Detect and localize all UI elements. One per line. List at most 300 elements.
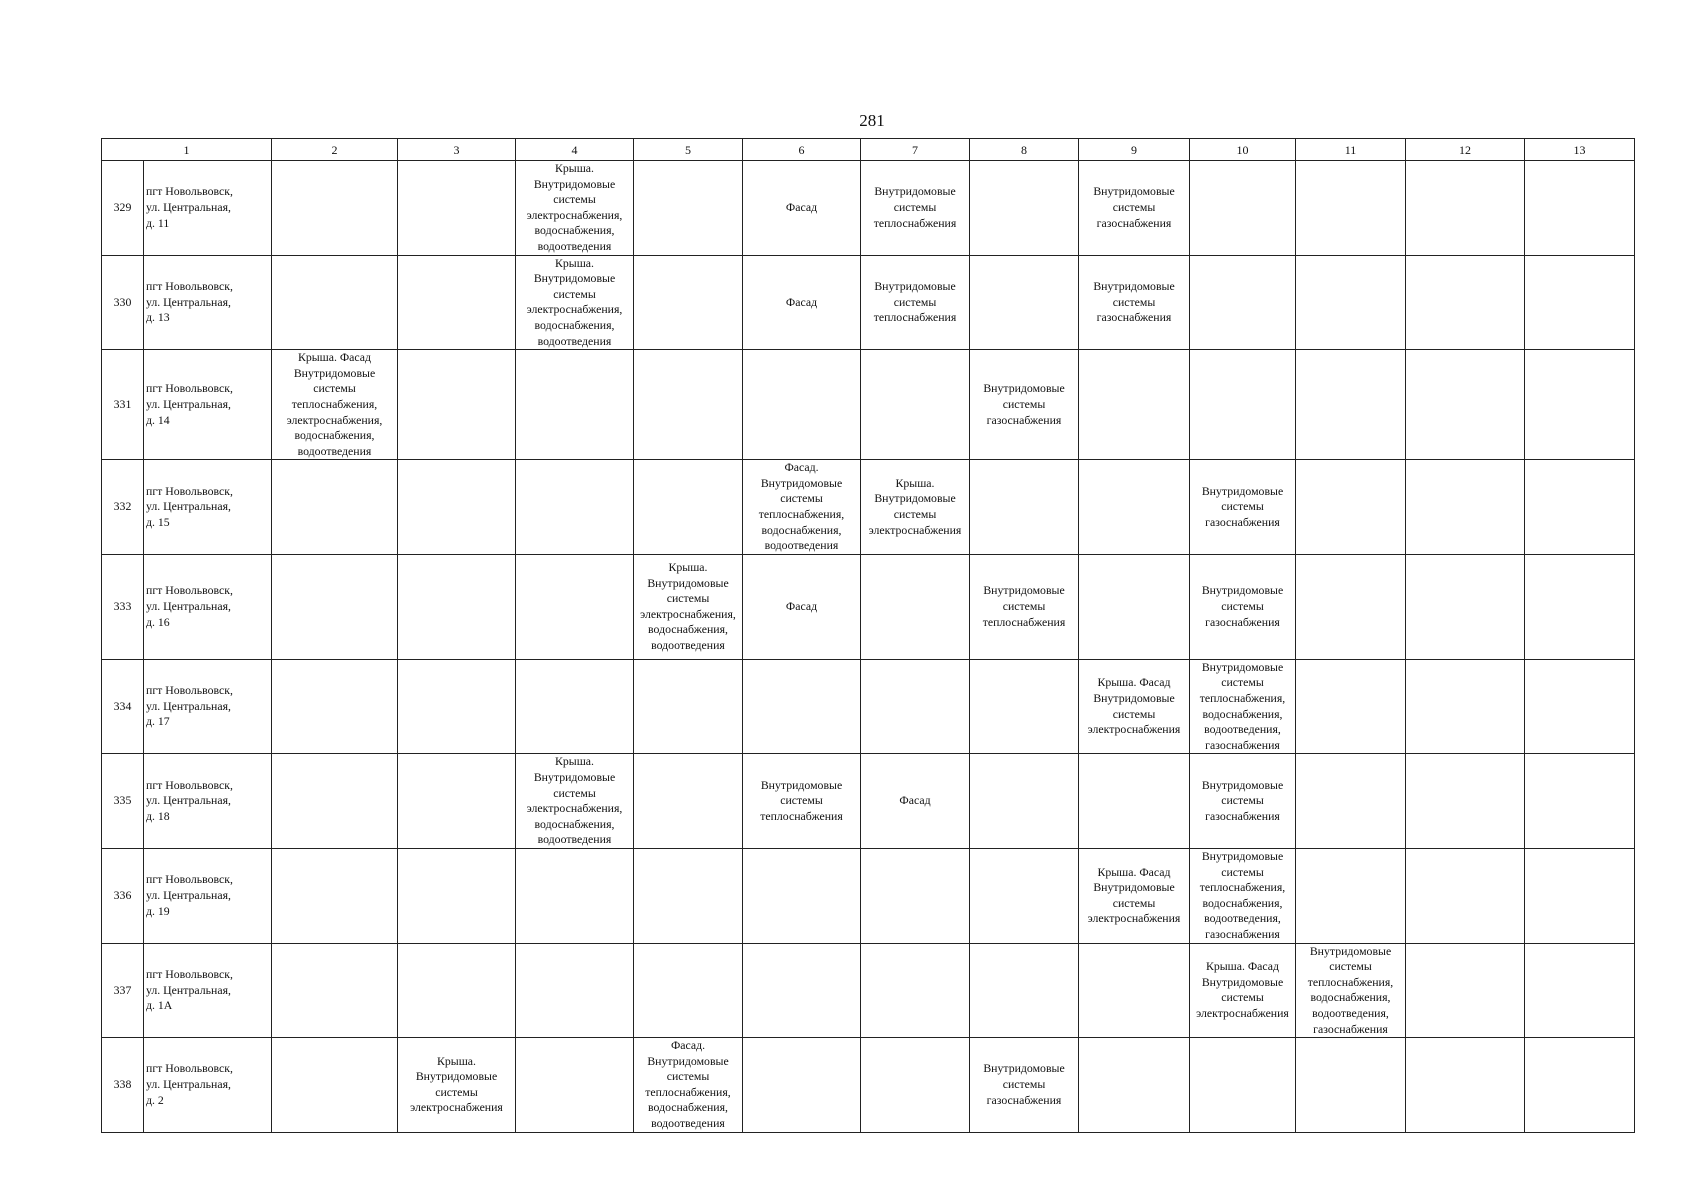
table-row <box>102 1038 1635 1133</box>
address-line: ул. Центральная, <box>146 698 231 713</box>
address-line: ул. Центральная, <box>146 499 231 514</box>
work-cell-col-9 <box>1079 943 1190 1038</box>
work-line: газоснабжения <box>986 412 1062 427</box>
work-cell-col-11 <box>1296 255 1406 350</box>
work-line: системы <box>1221 675 1264 690</box>
work-line: водоснабжения, <box>1310 990 1391 1005</box>
work-line: водоотведения <box>651 1116 725 1131</box>
work-line: системы <box>553 192 596 207</box>
address-cell <box>144 161 272 256</box>
work-cell-col-9 <box>1079 350 1190 460</box>
work-line: газоснабжения <box>1313 1021 1388 1036</box>
work-line: Внутридомовые <box>647 575 729 590</box>
work-line: газоснабжения <box>986 1092 1062 1107</box>
work-cell-col-7 <box>861 161 970 256</box>
work-line: Внутридомовые <box>533 176 616 191</box>
work-line: системы <box>1221 793 1264 808</box>
work-line: Крыша. Фасад <box>1097 864 1171 879</box>
work-line: теплоснабжения <box>873 310 957 325</box>
work-line: системы <box>1112 706 1156 721</box>
work-cell-col-12 <box>1406 350 1525 460</box>
work-line: водоотведения <box>537 832 612 847</box>
address-line: ул. Центральная, <box>146 887 231 902</box>
work-cell-col-2 <box>272 1038 398 1133</box>
address-line: ул. Центральная, <box>146 199 231 214</box>
header-cell: 3 <box>398 139 516 161</box>
row-number: 330 <box>102 255 144 350</box>
address-cell <box>144 754 272 849</box>
work-line: Внутридомовые <box>1093 278 1175 293</box>
work-cell-col-4 <box>516 350 634 460</box>
work-cell-col-13 <box>1525 554 1635 659</box>
header-cell: 1 <box>102 139 272 161</box>
work-line: теплоснабжения, <box>1199 880 1286 895</box>
work-cell-col-10 <box>1190 943 1296 1038</box>
work-line: газоснабжения <box>1205 808 1280 823</box>
row-number: 332 <box>102 460 144 555</box>
work-cell-col-6 <box>743 255 861 350</box>
work-line: электроснабжения <box>1087 911 1181 926</box>
work-cell-col-4 <box>516 1038 634 1133</box>
work-line: водоотведения <box>764 538 839 553</box>
work-cell-col-3 <box>398 161 516 256</box>
work-cell-col-9 <box>1079 161 1190 256</box>
work-cell-col-9 <box>1079 1038 1190 1133</box>
work-cell-col-4 <box>516 848 634 943</box>
work-line: Внутридомовые <box>293 365 376 380</box>
work-line: теплоснабжения <box>982 614 1066 629</box>
work-cell-col-13 <box>1525 1038 1635 1133</box>
header-cell: 7 <box>861 139 970 161</box>
row-number: 336 <box>102 848 144 943</box>
work-line: водоснабжения, <box>648 1100 728 1115</box>
address-line: пгт Новольвовск, <box>146 777 233 792</box>
work-cell-col-9 <box>1079 659 1190 754</box>
work-cell-col-8 <box>970 255 1079 350</box>
work-line: водоотведения <box>297 443 372 458</box>
address-line: пгт Новольвовск, <box>146 483 233 498</box>
work-line: системы <box>1221 499 1264 514</box>
work-cell-col-8 <box>970 460 1079 555</box>
work-cell-col-6 <box>743 754 861 849</box>
work-line: Внутридомовые <box>983 381 1065 396</box>
work-cell-col-10 <box>1190 460 1296 555</box>
row-number: 331 <box>102 350 144 460</box>
work-cell-col-7 <box>861 943 970 1038</box>
address-line: д. 19 <box>146 903 170 918</box>
table-row <box>102 161 1635 256</box>
work-cell-col-7 <box>861 848 970 943</box>
work-line: Внутридомовые <box>983 583 1065 598</box>
work-line: Внутридомовые <box>1201 659 1284 674</box>
work-line: газоснабжения <box>1205 926 1280 941</box>
work-line: Крыша. Фасад <box>297 350 372 365</box>
work-cell-col-3 <box>398 1038 516 1133</box>
work-line: системы <box>893 199 937 214</box>
work-line: системы <box>1221 864 1264 879</box>
work-line: электроснабжения <box>410 1100 503 1115</box>
row-number: 338 <box>102 1038 144 1133</box>
work-line: Внутридомовые <box>874 278 956 293</box>
work-cell-col-3 <box>398 754 516 849</box>
table-row <box>102 943 1635 1038</box>
work-line: электроснабжения <box>1196 1005 1289 1020</box>
address-line: пгт Новольвовск, <box>146 872 233 887</box>
work-line: Фасад <box>785 294 818 309</box>
work-cell-col-7 <box>861 1038 970 1133</box>
work-cell-col-13 <box>1525 659 1635 754</box>
header-row <box>102 139 1635 161</box>
work-cell-col-13 <box>1525 754 1635 849</box>
work-line: Фасад. <box>784 460 819 475</box>
work-line: Внутридомовые <box>760 475 843 490</box>
work-cell-col-4 <box>516 161 634 256</box>
header-cell: 8 <box>970 139 1079 161</box>
work-cell-col-10 <box>1190 554 1296 659</box>
address-line: д. 13 <box>146 310 170 325</box>
address-cell <box>144 554 272 659</box>
work-line: электроснабжения, <box>526 801 623 816</box>
header-cell: 9 <box>1079 139 1190 161</box>
work-cell-col-8 <box>970 848 1079 943</box>
work-cell-col-3 <box>398 460 516 555</box>
work-line: Внутридомовые <box>647 1053 729 1068</box>
work-line: Внутридомовые <box>533 271 616 286</box>
work-line: теплоснабжения, <box>1307 974 1394 989</box>
row-number: 335 <box>102 754 144 849</box>
work-line: Крыша. <box>437 1053 476 1068</box>
work-cell-col-12 <box>1406 161 1525 256</box>
work-line: газоснабжения <box>1205 737 1280 752</box>
work-cell-col-3 <box>398 848 516 943</box>
work-cell-col-3 <box>398 350 516 460</box>
work-line: электроснабжения, <box>640 606 736 621</box>
table-row <box>102 848 1635 943</box>
row-number: 334 <box>102 659 144 754</box>
address-line: пгт Новольвовск, <box>146 583 233 598</box>
work-line: Крыша. Фасад <box>1097 675 1171 690</box>
work-line: системы <box>1221 599 1264 614</box>
table-row <box>102 659 1635 754</box>
work-line: водоотведения <box>537 333 612 348</box>
address-line: д. 17 <box>146 714 170 729</box>
work-line: водоснабжения, <box>761 522 842 537</box>
work-line: водоснабжения, <box>1202 706 1283 721</box>
work-line: теплоснабжения, <box>758 507 845 522</box>
work-line: Внутридомовые <box>1201 583 1284 598</box>
work-line: водоснабжения, <box>294 428 375 443</box>
work-line: теплоснабжения <box>873 215 957 230</box>
work-cell-col-12 <box>1406 848 1525 943</box>
table-row <box>102 554 1635 659</box>
header-cell: 12 <box>1406 139 1525 161</box>
address-line: ул. Центральная, <box>146 1077 231 1092</box>
work-cell-col-6 <box>743 848 861 943</box>
work-line: водоотведения <box>537 238 612 253</box>
work-cell-col-12 <box>1406 1038 1525 1133</box>
work-cell-col-11 <box>1296 161 1406 256</box>
work-cell-col-8 <box>970 161 1079 256</box>
address-line: д. 2 <box>146 1092 164 1107</box>
work-line: Крыша. <box>555 754 594 769</box>
work-cell-col-5 <box>634 161 743 256</box>
work-cell-col-12 <box>1406 754 1525 849</box>
work-line: системы <box>666 591 710 606</box>
work-line: системы <box>1221 990 1264 1005</box>
work-cell-col-3 <box>398 554 516 659</box>
work-cell-col-5 <box>634 255 743 350</box>
work-line: Внутридомовые <box>760 777 843 792</box>
work-cell-col-9 <box>1079 848 1190 943</box>
work-cell-col-9 <box>1079 255 1190 350</box>
address-line: ул. Центральная, <box>146 294 231 309</box>
header-cell: 4 <box>516 139 634 161</box>
table-row <box>102 255 1635 350</box>
work-cell-col-2 <box>272 350 398 460</box>
work-line: системы <box>780 793 823 808</box>
work-line: системы <box>1002 1077 1046 1092</box>
work-cell-col-11 <box>1296 460 1406 555</box>
work-cell-col-4 <box>516 554 634 659</box>
work-cell-col-4 <box>516 460 634 555</box>
work-cell-col-12 <box>1406 554 1525 659</box>
work-cell-col-6 <box>743 1038 861 1133</box>
work-line: Внутридомовые <box>1201 483 1284 498</box>
work-cell-col-5 <box>634 848 743 943</box>
address-line: пгт Новольвовск, <box>146 966 233 981</box>
header-cell: 10 <box>1190 139 1296 161</box>
work-line: системы <box>435 1084 478 1099</box>
work-line: Внутридомовые <box>415 1069 498 1084</box>
work-line: системы <box>313 381 356 396</box>
work-line: водоснабжения, <box>648 622 728 637</box>
work-cell-col-9 <box>1079 754 1190 849</box>
work-line: Фасад <box>785 599 818 614</box>
work-cell-col-5 <box>634 1038 743 1133</box>
work-line: системы <box>1002 396 1046 411</box>
work-line: системы <box>893 294 937 309</box>
schedule-table <box>101 138 1635 1133</box>
header-cell: 5 <box>634 139 743 161</box>
work-cell-col-6 <box>743 659 861 754</box>
work-line: Крыша. <box>668 560 708 575</box>
work-line: системы <box>553 286 596 301</box>
work-cell-col-2 <box>272 255 398 350</box>
address-line: пгт Новольвовск, <box>146 184 233 199</box>
work-cell-col-6 <box>743 943 861 1038</box>
work-line: Внутридомовые <box>874 491 956 506</box>
work-cell-col-5 <box>634 350 743 460</box>
work-cell-col-8 <box>970 659 1079 754</box>
row-number: 333 <box>102 554 144 659</box>
work-line: теплоснабжения, <box>1199 691 1286 706</box>
work-cell-col-11 <box>1296 554 1406 659</box>
work-cell-col-9 <box>1079 460 1190 555</box>
work-cell-col-12 <box>1406 255 1525 350</box>
work-cell-col-5 <box>634 659 743 754</box>
work-line: системы <box>780 491 823 506</box>
work-cell-col-2 <box>272 659 398 754</box>
work-line: теплоснабжения <box>760 808 843 823</box>
work-cell-col-11 <box>1296 943 1406 1038</box>
work-cell-col-11 <box>1296 350 1406 460</box>
work-cell-col-4 <box>516 255 634 350</box>
work-line: Внутридомовые <box>1093 691 1175 706</box>
work-cell-col-11 <box>1296 1038 1406 1133</box>
table-row <box>102 350 1635 460</box>
work-cell-col-11 <box>1296 754 1406 849</box>
work-cell-col-10 <box>1190 255 1296 350</box>
work-cell-col-12 <box>1406 460 1525 555</box>
address-line: пгт Новольвовск, <box>146 278 233 293</box>
work-cell-col-4 <box>516 659 634 754</box>
work-line: Внутридомовые <box>1093 184 1175 199</box>
work-cell-col-7 <box>861 350 970 460</box>
work-cell-col-5 <box>634 943 743 1038</box>
work-line: системы <box>1112 895 1156 910</box>
address-line: ул. Центральная, <box>146 982 231 997</box>
header-cell: 11 <box>1296 139 1406 161</box>
address-line: ул. Центральная, <box>146 793 231 808</box>
work-line: электроснабжения <box>1087 722 1181 737</box>
work-line: электроснабжения, <box>286 412 383 427</box>
work-cell-col-2 <box>272 554 398 659</box>
work-cell-col-8 <box>970 350 1079 460</box>
work-cell-col-2 <box>272 460 398 555</box>
work-cell-col-7 <box>861 659 970 754</box>
header-cell: 6 <box>743 139 861 161</box>
work-line: водоотведения, <box>1204 911 1281 926</box>
work-cell-col-5 <box>634 754 743 849</box>
work-line: теплоснабжения, <box>291 396 378 411</box>
work-cell-col-7 <box>861 554 970 659</box>
address-cell <box>144 943 272 1038</box>
address-line: д. 11 <box>146 215 170 230</box>
work-cell-col-13 <box>1525 350 1635 460</box>
work-line: системы <box>893 507 937 522</box>
work-line: Крыша. <box>895 475 935 490</box>
work-line: системы <box>1112 294 1156 309</box>
work-cell-col-6 <box>743 554 861 659</box>
work-line: водоснабжения, <box>534 317 615 332</box>
address-cell <box>144 659 272 754</box>
row-number: 337 <box>102 943 144 1038</box>
work-cell-col-13 <box>1525 161 1635 256</box>
work-cell-col-13 <box>1525 848 1635 943</box>
work-line: электроснабжения, <box>526 302 623 317</box>
work-cell-col-13 <box>1525 460 1635 555</box>
work-line: водоотведения <box>651 638 725 653</box>
work-cell-col-11 <box>1296 659 1406 754</box>
work-line: Внутридомовые <box>1201 777 1284 792</box>
work-cell-col-4 <box>516 943 634 1038</box>
page-number: 281 <box>859 111 885 130</box>
address-cell <box>144 1038 272 1133</box>
work-cell-col-10 <box>1190 754 1296 849</box>
work-cell-col-12 <box>1406 943 1525 1038</box>
work-line: Крыша. <box>555 255 594 270</box>
work-cell-col-10 <box>1190 1038 1296 1133</box>
work-cell-col-3 <box>398 255 516 350</box>
work-cell-col-5 <box>634 460 743 555</box>
work-cell-col-12 <box>1406 659 1525 754</box>
work-line: Крыша. Фасад <box>1205 959 1280 974</box>
address-line: д. 16 <box>146 614 170 629</box>
address-line: д. 14 <box>146 412 170 427</box>
work-cell-col-3 <box>398 659 516 754</box>
address-line: д. 1А <box>146 998 173 1013</box>
address-line: ул. Центральная, <box>146 396 231 411</box>
header-cell: 13 <box>1525 139 1635 161</box>
work-cell-col-4 <box>516 754 634 849</box>
work-cell-col-2 <box>272 161 398 256</box>
work-cell-col-6 <box>743 460 861 555</box>
work-line: Внутридомовые <box>1093 880 1175 895</box>
work-line: водоснабжения, <box>1202 895 1283 910</box>
work-line: Внутридомовые <box>1201 974 1284 989</box>
table-row <box>102 460 1635 555</box>
row-number: 329 <box>102 161 144 256</box>
work-cell-col-2 <box>272 848 398 943</box>
work-cell-col-8 <box>970 1038 1079 1133</box>
work-line: Фасад <box>899 793 931 808</box>
work-cell-col-2 <box>272 943 398 1038</box>
address-cell <box>144 350 272 460</box>
work-line: электроснабжения, <box>526 207 623 222</box>
work-line: газоснабжения <box>1205 514 1280 529</box>
work-line: Внутридомовые <box>1201 848 1284 863</box>
work-cell-col-6 <box>743 350 861 460</box>
work-cell-col-7 <box>861 255 970 350</box>
work-cell-col-10 <box>1190 659 1296 754</box>
work-line: Фасад. <box>670 1038 706 1053</box>
address-line: пгт Новольвовск, <box>146 381 233 396</box>
work-cell-col-7 <box>861 460 970 555</box>
work-line: Фасад <box>785 199 818 214</box>
work-cell-col-10 <box>1190 848 1296 943</box>
work-line: Внутридомовые <box>874 184 956 199</box>
work-cell-col-8 <box>970 754 1079 849</box>
address-line: д. 18 <box>146 808 170 823</box>
address-cell <box>144 848 272 943</box>
header-cell: 2 <box>272 139 398 161</box>
work-line: Внутридомовые <box>983 1061 1065 1076</box>
work-line: газоснабжения <box>1096 310 1172 325</box>
work-line: Внутридомовые <box>1309 943 1392 958</box>
work-cell-col-13 <box>1525 943 1635 1038</box>
work-cell-col-3 <box>398 943 516 1038</box>
address-line: д. 15 <box>146 514 170 529</box>
work-line: водоснабжения, <box>534 223 615 238</box>
address-line: пгт Новольвовск, <box>146 683 233 698</box>
work-cell-col-7 <box>861 754 970 849</box>
work-line: системы <box>553 785 596 800</box>
work-line: системы <box>666 1069 710 1084</box>
work-line: водоотведения, <box>1204 722 1281 737</box>
work-cell-col-9 <box>1079 554 1190 659</box>
work-line: электроснабжения <box>868 522 962 537</box>
address-cell <box>144 255 272 350</box>
work-line: системы <box>1002 599 1046 614</box>
work-line: газоснабжения <box>1096 215 1172 230</box>
work-cell-col-2 <box>272 754 398 849</box>
work-line: Внутридомовые <box>533 770 616 784</box>
work-cell-col-11 <box>1296 848 1406 943</box>
work-line: Крыша. <box>555 161 594 175</box>
address-cell <box>144 460 272 555</box>
work-cell-col-8 <box>970 554 1079 659</box>
work-line: водоснабжения, <box>534 816 615 831</box>
